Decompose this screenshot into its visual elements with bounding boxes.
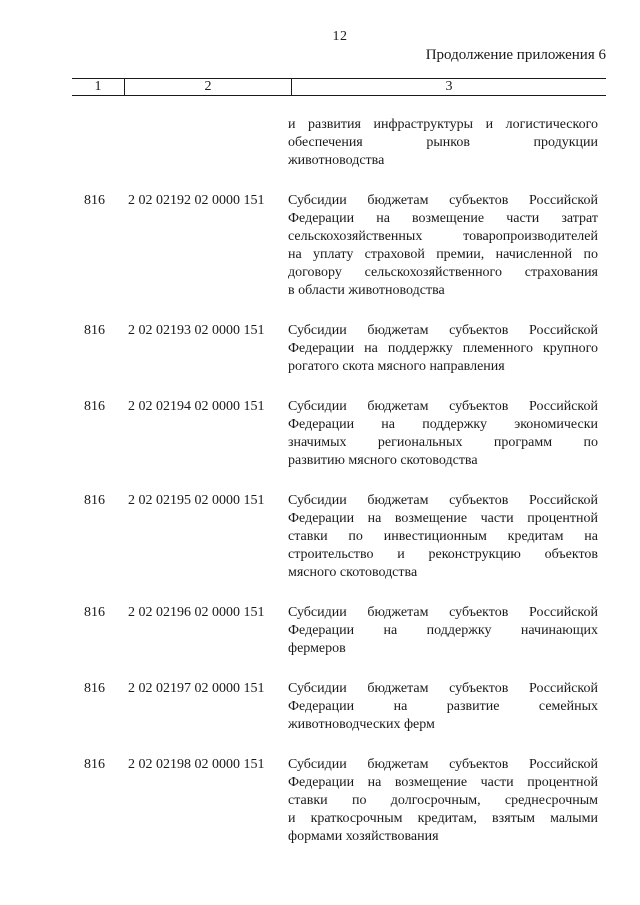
page-number: 12 xyxy=(332,29,348,44)
admin-code-cell: 816 xyxy=(84,681,105,696)
description-line: Субсидии бюджетам субъектов Российской xyxy=(288,323,598,338)
description-line: ставки по инвестиционным кредитам на xyxy=(288,529,598,544)
description-line: мясного скотоводства xyxy=(288,565,418,580)
description-line: сельскохозяйственных товаропроизводителей xyxy=(288,229,598,244)
revenue-code-cell: 2 02 02197 02 0000 151 xyxy=(128,681,265,696)
description-line: Федерации на развитие семейных xyxy=(288,699,598,714)
table-row-continuation xyxy=(84,116,598,170)
table-column-header xyxy=(72,78,606,96)
description-line: в области животноводства xyxy=(288,283,445,298)
description-line: значимых региональных программ по xyxy=(288,435,598,450)
description-line: животноводства xyxy=(288,153,385,168)
description-line: развитию мясного скотоводства xyxy=(288,453,478,468)
description-line: Федерации на возмещение части процентной xyxy=(288,511,598,526)
description-line: Федерации на возмещение части процентной xyxy=(288,775,598,790)
description-line: на уплату страховой премии, начисленной по xyxy=(288,247,598,262)
description-line: Субсидии бюджетам субъектов Российской xyxy=(288,605,598,620)
column-header-2: 2 xyxy=(124,79,292,95)
description-cell xyxy=(288,322,598,376)
description-cell xyxy=(288,680,598,734)
revenue-code-cell: 2 02 02193 02 0000 151 xyxy=(128,323,265,338)
description-line: животноводческих ферм xyxy=(288,717,435,732)
description-line: строительство и реконструкцию объектов xyxy=(288,547,598,562)
description-line: Федерации на поддержку племенного крупного xyxy=(288,341,598,356)
table-row xyxy=(84,604,598,658)
description-line: и развития инфраструктуры и логистического xyxy=(288,117,598,132)
revenue-code-cell: 2 02 02195 02 0000 151 xyxy=(128,493,265,508)
appendix-continuation-label: Продолжение приложения 6 xyxy=(425,47,606,63)
description-line: рогатого скота мясного направления xyxy=(288,359,505,374)
column-header-3: 3 xyxy=(445,79,453,94)
column-header-1: 1 xyxy=(94,79,102,94)
admin-code-cell: 816 xyxy=(84,399,105,414)
table-row xyxy=(84,492,598,582)
description-line: формами хозяйствования xyxy=(288,829,439,844)
admin-code-cell: 816 xyxy=(84,493,105,508)
table-row xyxy=(84,192,598,300)
description-cell xyxy=(288,116,598,170)
revenue-code-cell: 2 02 02196 02 0000 151 xyxy=(128,605,265,620)
description-line: Субсидии бюджетам субъектов Российской xyxy=(288,757,598,772)
description-cell xyxy=(288,756,598,846)
description-cell xyxy=(288,492,598,582)
description-line: ставки по долгосрочным, среднесрочным xyxy=(288,793,598,808)
admin-code-cell: 816 xyxy=(84,757,105,772)
admin-code-cell: 816 xyxy=(84,193,105,208)
description-line: обеспечения рынков продукции xyxy=(288,135,598,150)
table-row xyxy=(84,680,598,734)
description-line: и краткосрочным кредитам, взятым малыми xyxy=(288,811,598,826)
revenue-code-cell: 2 02 02194 02 0000 151 xyxy=(128,399,265,414)
description-line: Федерации на поддержку начинающих xyxy=(288,623,598,638)
description-line: Федерации на возмещение части затрат xyxy=(288,211,598,226)
admin-code-cell: 816 xyxy=(84,605,105,620)
description-cell xyxy=(288,398,598,470)
description-cell xyxy=(288,192,598,300)
revenue-code-cell: 2 02 02192 02 0000 151 xyxy=(128,193,265,208)
table-row xyxy=(84,322,598,376)
table-row xyxy=(84,756,598,846)
description-line: Субсидии бюджетам субъектов Российской xyxy=(288,193,598,208)
admin-code-cell: 816 xyxy=(84,323,105,338)
description-line: Субсидии бюджетам субъектов Российской xyxy=(288,493,598,508)
description-line: договору сельскохозяйственного страхования xyxy=(288,265,598,280)
revenue-code-cell: 2 02 02198 02 0000 151 xyxy=(128,757,265,772)
description-line: Федерации на поддержку экономически xyxy=(288,417,598,432)
description-line: Субсидии бюджетам субъектов Российской xyxy=(288,399,598,414)
table-body xyxy=(84,116,598,846)
table-row xyxy=(84,398,598,470)
description-cell xyxy=(288,604,598,658)
description-line: Субсидии бюджетам субъектов Российской xyxy=(288,681,598,696)
description-line: фермеров xyxy=(288,641,346,656)
